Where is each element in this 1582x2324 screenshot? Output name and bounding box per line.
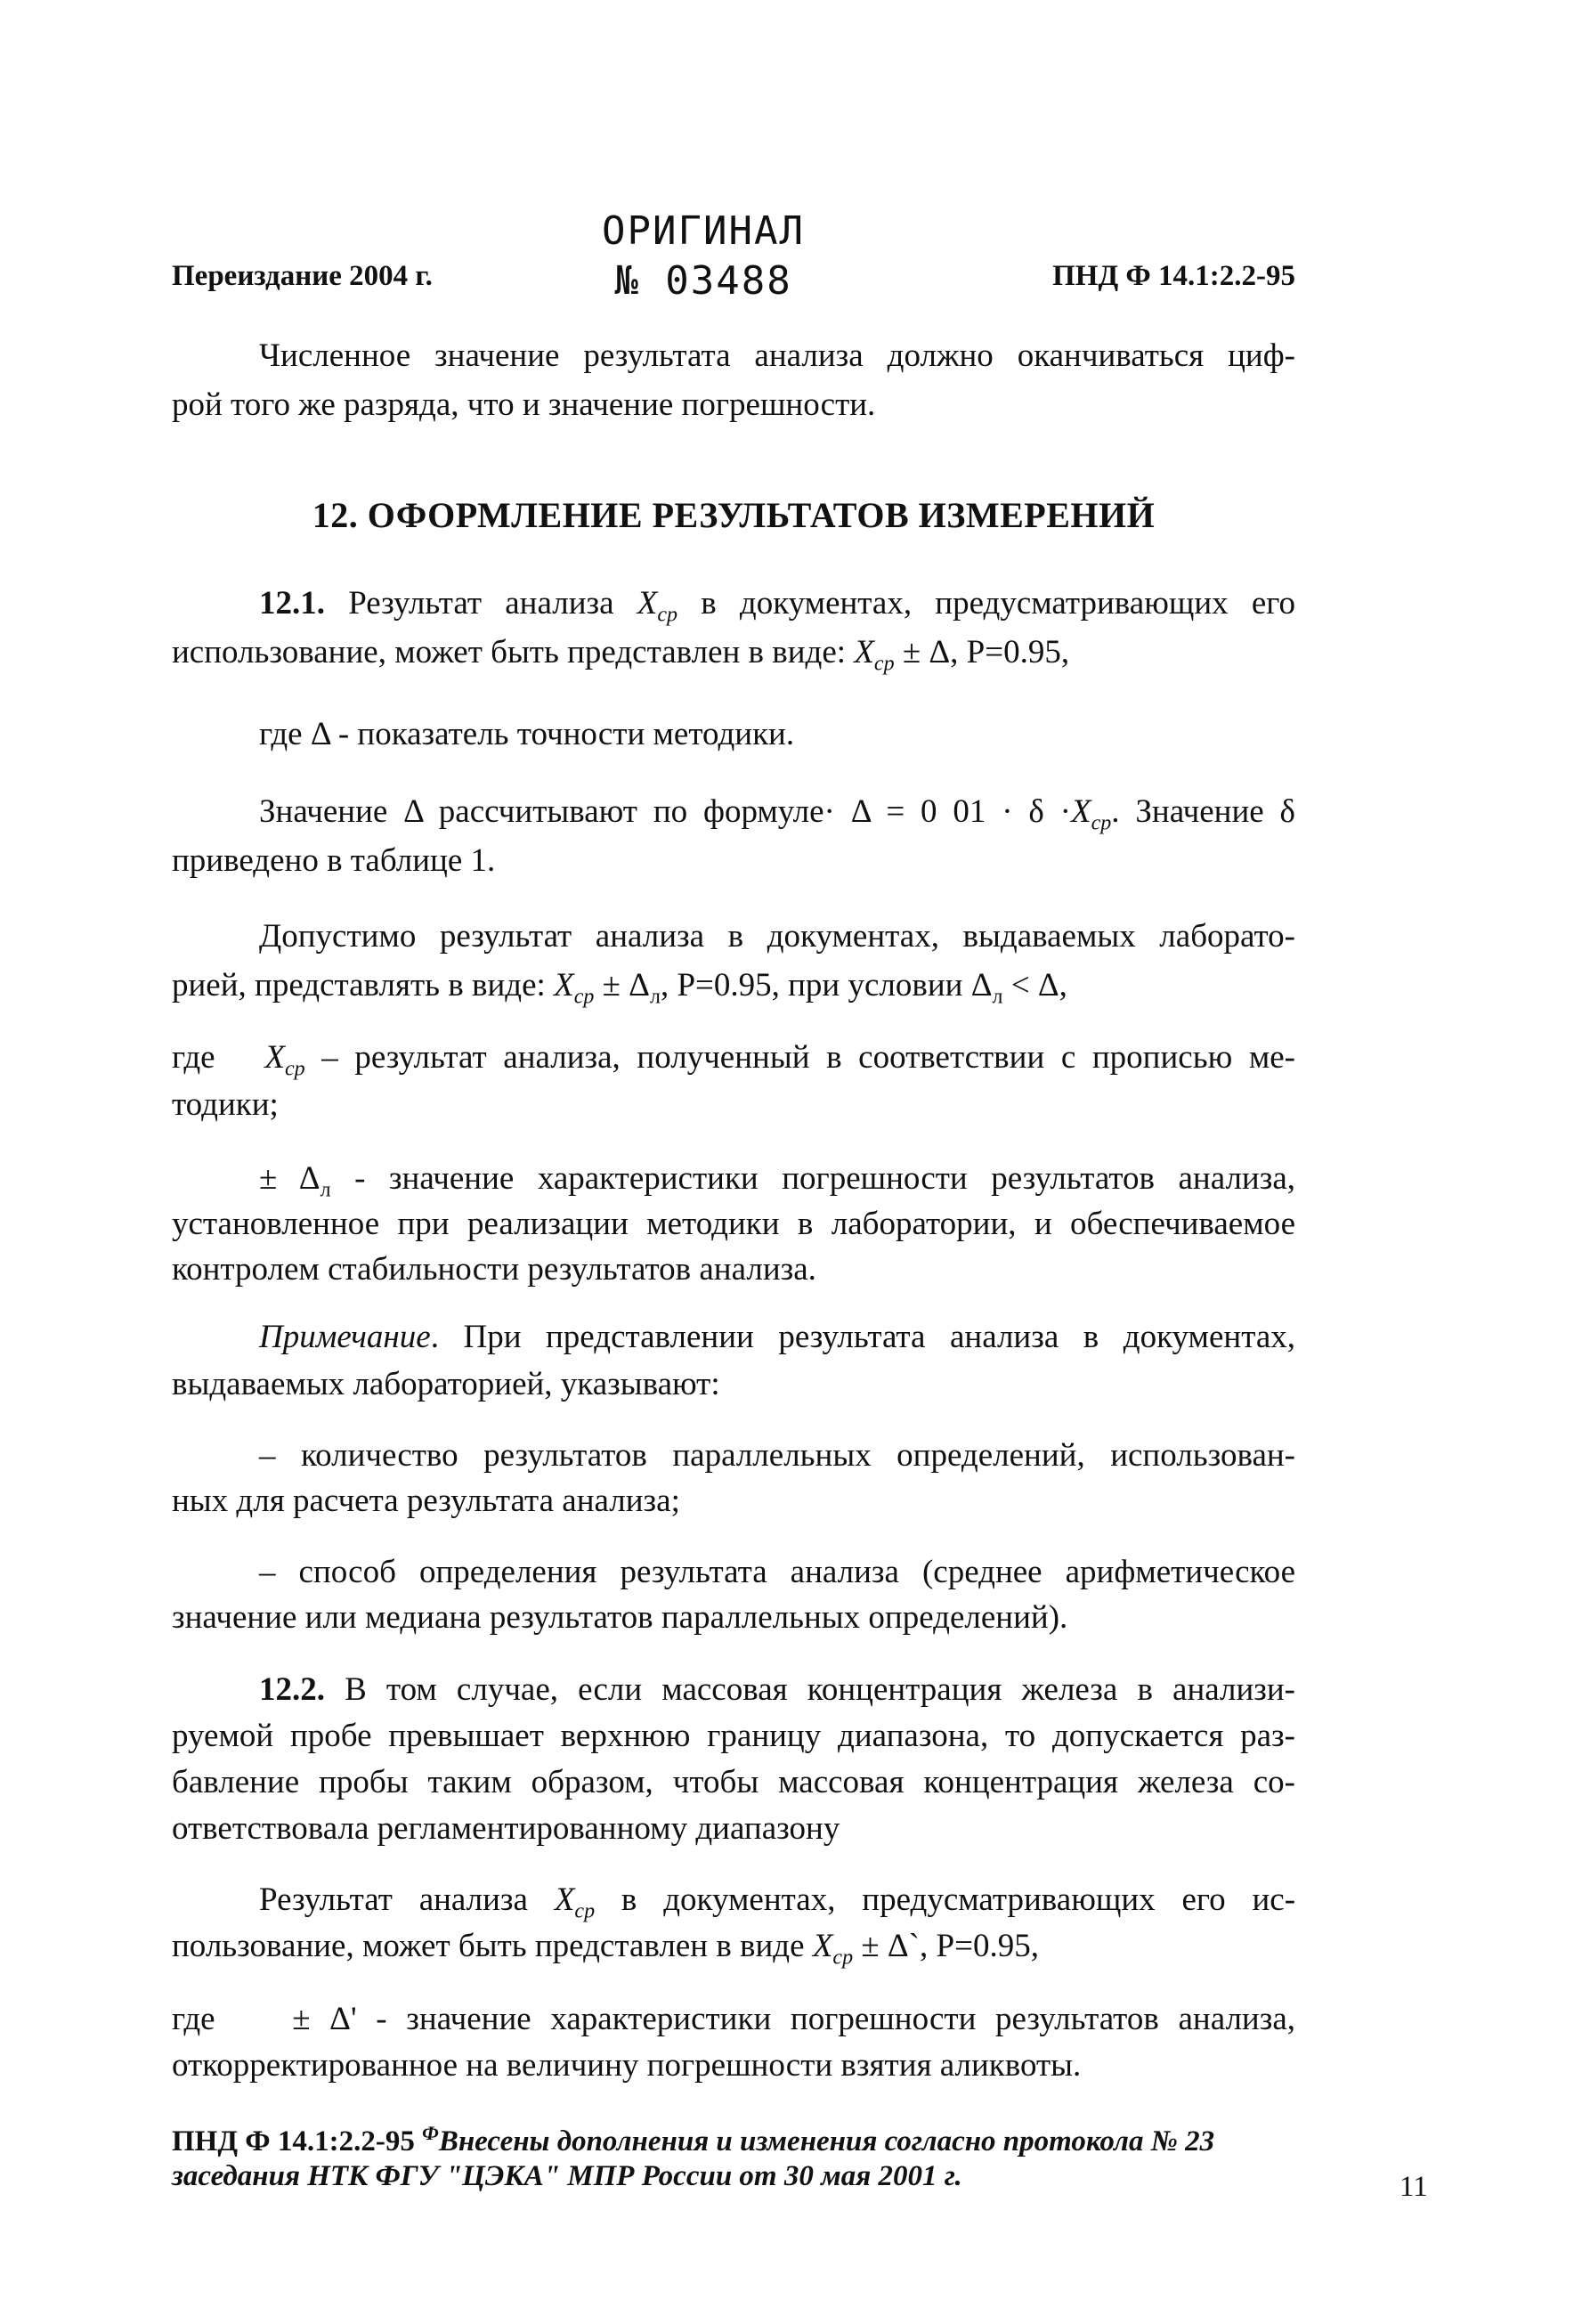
p121-number: 12.1.: [259, 585, 325, 622]
lab-text-c: , P=0.95, при условии Δ: [660, 967, 993, 1004]
p122-line-4: ответствовала регламентированному диапазону: [172, 1810, 840, 1847]
delta-l-line-2: установленное при реализации методики в лаборатории, и обеспечиваемое: [172, 1206, 1295, 1242]
p121-text-d: ± Δ, P=0.95,: [902, 634, 1070, 670]
p121-text-a: Результат анализа: [348, 585, 614, 622]
sub-l: л: [320, 1178, 331, 1202]
p121-text-b: в документах, предусматривающих его: [701, 585, 1296, 622]
page-number: 11: [1399, 2171, 1428, 2203]
delta-prime-line-2: откорректированное на величину погрешности взятия аликвоты.: [172, 2047, 1082, 2084]
formula-text: Значение Δ рассчитывают по формуле· Δ = 0 01 · δ ·: [259, 793, 1072, 830]
sub-l: л: [992, 985, 1003, 1009]
section-title: 12. ОФОРМЛЕНИЕ РЕЗУЛЬТАТОВ ИЗМЕРЕНИЙ: [312, 495, 1156, 535]
lab-text-d: < Δ,: [1010, 967, 1067, 1004]
formula-line-2: приведено в таблице 1.: [172, 842, 496, 879]
bullet-1-line-1: – количество результатов параллельных определений, использован-: [259, 1437, 1295, 1474]
note-line-2: выдаваемых лабораторией, указывают:: [172, 1366, 720, 1402]
footnote-text-1: Внесены дополнения и изменения согласно протокола № 23: [438, 2125, 1215, 2157]
where-word: где: [172, 2001, 215, 2037]
sub-l: л: [649, 985, 661, 1009]
delta-l-line-3: контролем стабильности результатов анализа.: [172, 1251, 816, 1288]
delta-l-text: - значение характеристики погрешности результатов анализа,: [354, 1160, 1296, 1197]
where-word: где: [172, 1039, 215, 1076]
result2-text-d: ± Δ`, P=0.95,: [861, 1928, 1039, 1964]
x-cp-symbol: $X_{ср}$: [264, 1039, 305, 1081]
x-cp-symbol: $X_{ср}$: [637, 585, 677, 627]
note-line-1: [172, 1312, 1295, 1361]
note-label: Примечание: [259, 1319, 431, 1355]
stamp-word: ОРИГИНАЛ: [602, 208, 805, 254]
x-cp-symbol: $X_{ср}$: [812, 1928, 854, 1970]
p122-text: В том случае, если массовая концентрация железа в анализи-: [345, 1671, 1296, 1708]
x-cp-symbol: $X_{ср}$: [554, 1881, 596, 1923]
x-cp-symbol: $X_{ср}$: [554, 967, 595, 1009]
footnote-mark: Ф: [422, 2122, 439, 2144]
p122-number: 12.2.: [259, 1671, 325, 1708]
result2-text-c: пользование, может быть представлен в виде: [172, 1928, 805, 1964]
delta-prime-text: ± Δ' - значение характеристики погрешности результатов анализа,: [292, 2001, 1295, 2037]
lab-line-2: [172, 961, 1295, 1021]
bullet-2-line-2: значение или медиана результатов параллельных определений).: [172, 1599, 1068, 1636]
delta-prime-line-1: [172, 1995, 1295, 2044]
delta-l-symbol: ± Δ: [259, 1160, 320, 1197]
p121-text-c: использование, может быть представлен в виде:: [172, 634, 847, 670]
result2-text-a: Результат анализа: [259, 1881, 528, 1918]
bullet-1-line-2: ных для расчета результата анализа;: [172, 1483, 680, 1519]
where-xcp-text: – результат анализа, полученный в соответствии с прописью ме-: [321, 1039, 1295, 1076]
footnote-code: ПНД Ф 14.1:2.2-95: [172, 2125, 415, 2157]
lab-text-b: ± Δ: [602, 967, 650, 1004]
x-cp-symbol: $X_{ср}$: [854, 634, 895, 676]
where-xcp-line-2: тодики;: [172, 1086, 279, 1123]
reissue-note: Переиздание 2004 г.: [172, 260, 433, 292]
lab-text-a: рией, представлять в виде:: [172, 967, 546, 1004]
note-text: . При представлении результата анализа в документах,: [430, 1319, 1295, 1355]
footnote-line-2: заседания НТК ФГУ "ЦЭКА" МПР России от 30 мая 2001 г.: [172, 2160, 962, 2192]
stamp-number: № 03488: [614, 258, 792, 304]
delta-definition: где Δ - показатель точности методики.: [259, 716, 795, 752]
x-cp-symbol: $X_{ср}$: [1071, 793, 1112, 835]
intro-line-2: рой того же разряда, что и значение погрешности.: [172, 386, 876, 423]
result2-text-b: в документах, предусматривающих его ис-: [621, 1881, 1296, 1918]
p121-line-2: [172, 628, 1295, 688]
original-stamp: [588, 207, 819, 306]
p122-line-2: руемой пробе превышает верхнюю границу диапазона, то допускается раз-: [172, 1718, 1295, 1754]
lab-line-1: Допустимо результат анализа в документах, выдаваемых лаборато-: [259, 918, 1295, 955]
bullet-2-line-1: – способ определения результата анализа (среднее арифметическое: [259, 1554, 1295, 1590]
result2-line-2: [172, 1922, 1295, 1982]
p122-line-1: [172, 1665, 1295, 1714]
document-code: ПНД Ф 14.1:2.2-95: [1052, 260, 1295, 292]
p122-line-3: бавление пробы таким образом, чтобы массовая концентрация железа со-: [172, 1764, 1295, 1800]
formula-text-b: . Значение δ: [1111, 793, 1295, 830]
intro-line-1: Численное значение результата анализа должно оканчиваться циф-: [259, 337, 1295, 374]
